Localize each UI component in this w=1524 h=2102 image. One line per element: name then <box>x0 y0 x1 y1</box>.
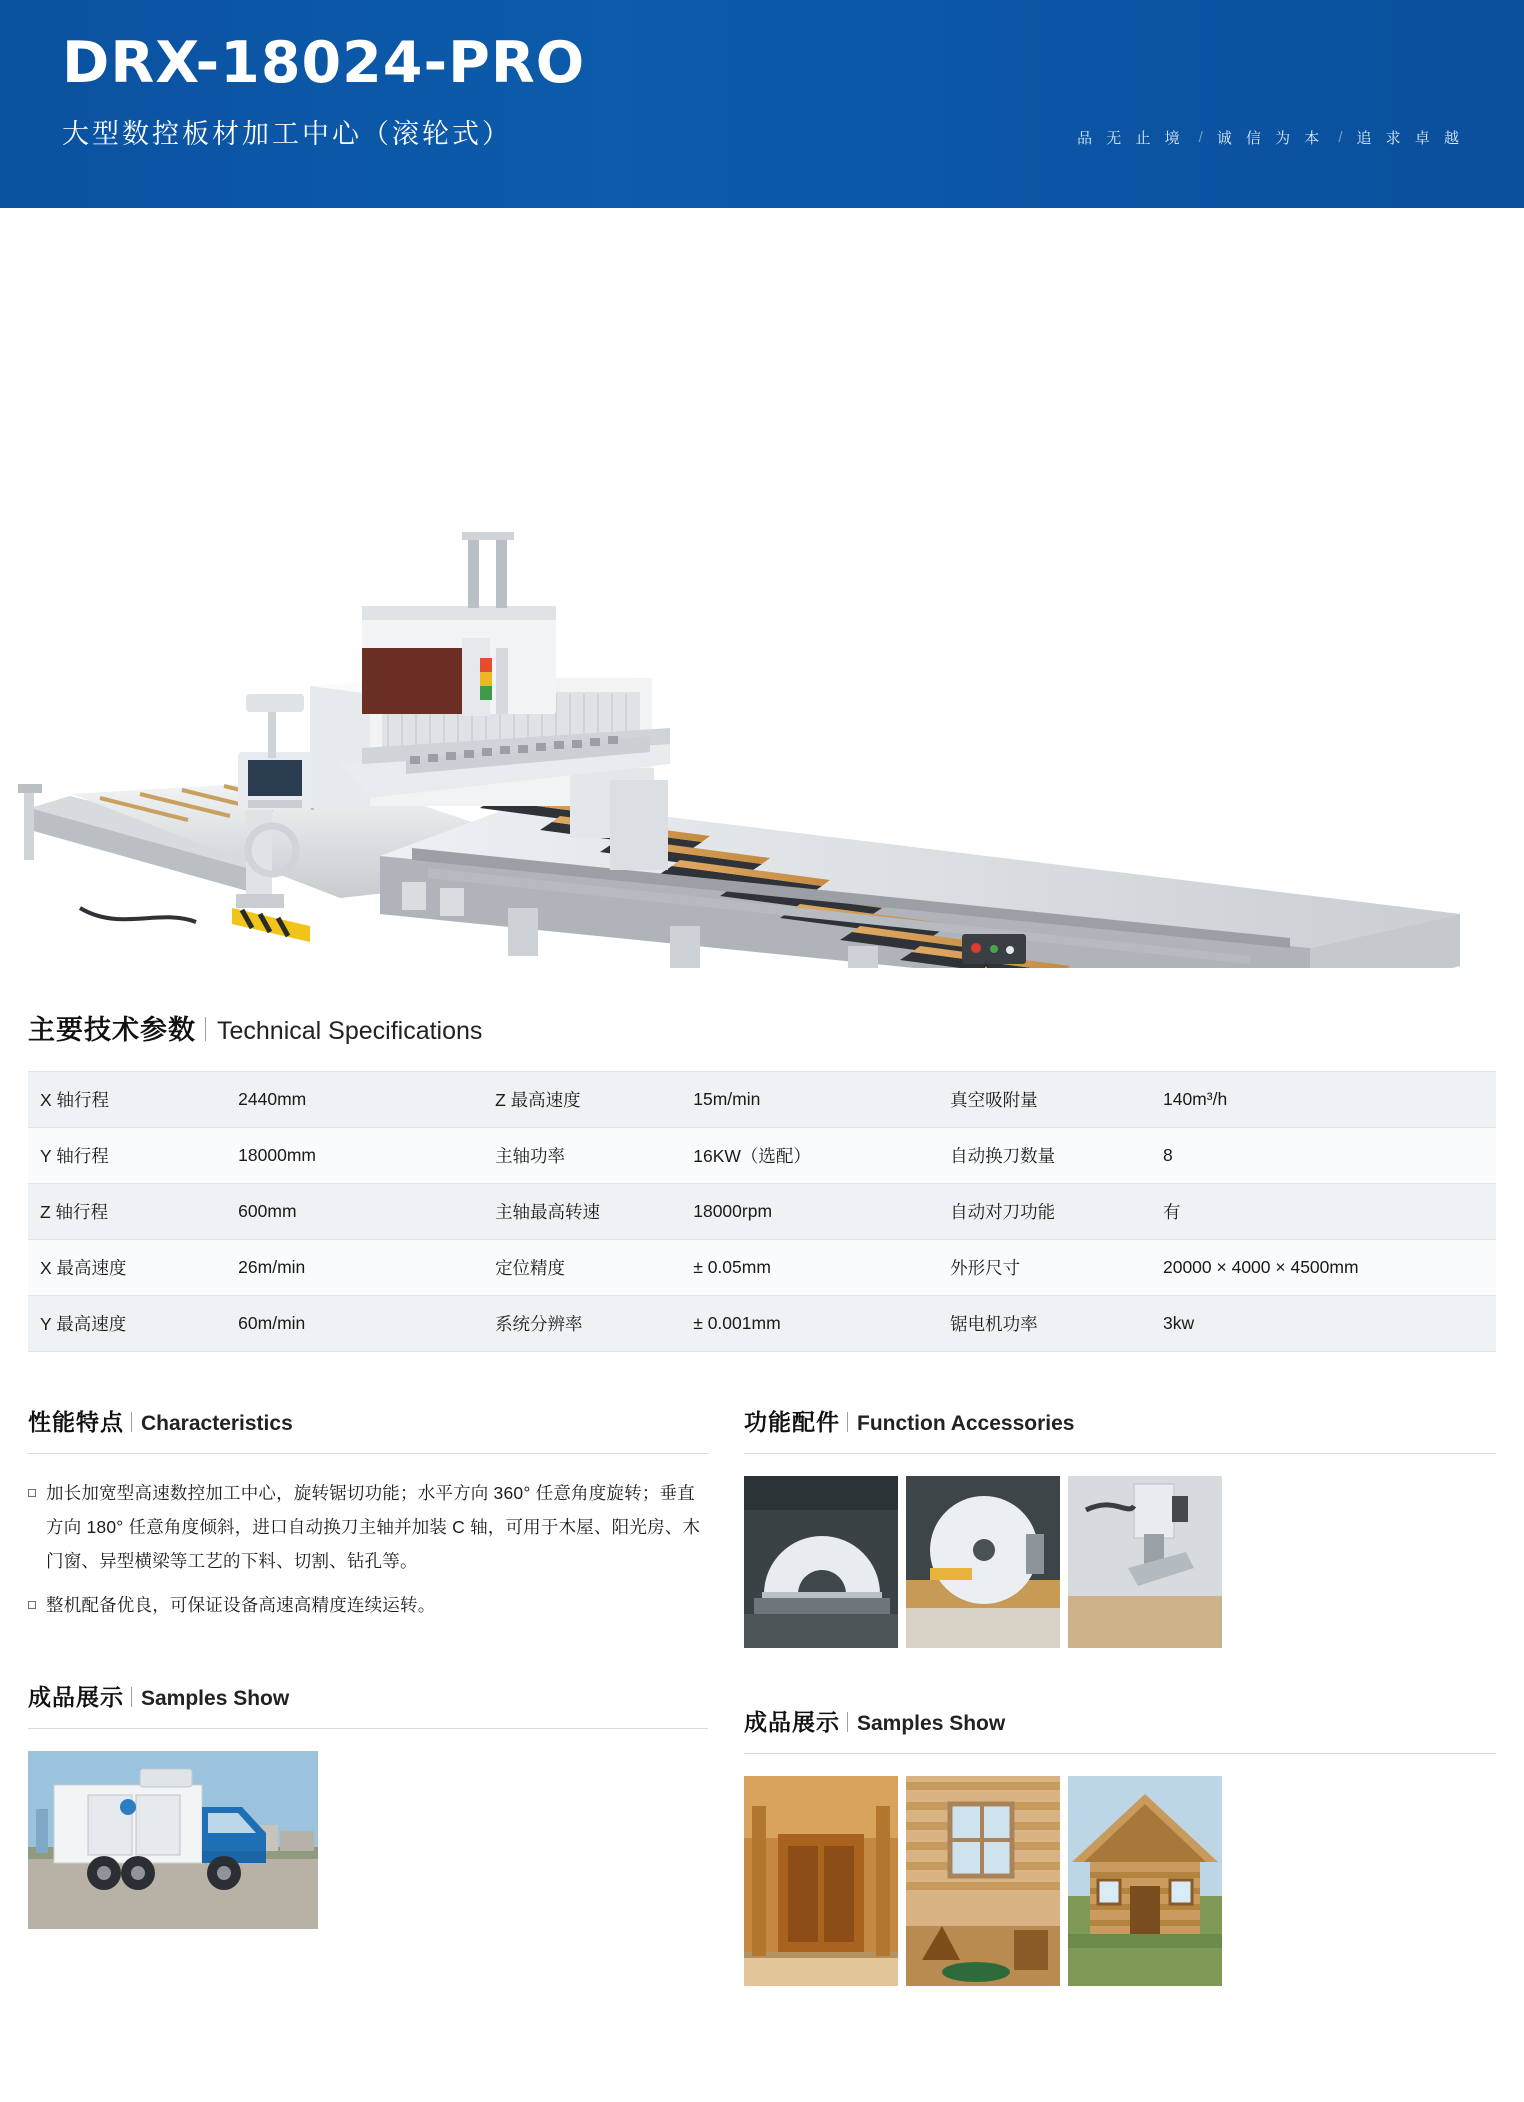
list-item <box>28 1476 708 1578</box>
spec-key: 锯电机功率 <box>938 1296 1151 1352</box>
spec-value: 20000 × 4000 × 4500mm <box>1151 1240 1496 1296</box>
spec-key: Y 轴行程 <box>28 1128 226 1184</box>
samples-left-section <box>28 1679 708 1929</box>
saw-blade-unit-photo <box>744 1476 898 1648</box>
spec-value: 18000rpm <box>681 1184 938 1240</box>
list-item <box>28 1588 708 1622</box>
log-cabin-exterior-illustration <box>1068 1776 1222 1986</box>
spec-key: 自动换刀数量 <box>938 1128 1151 1184</box>
square-bullet-icon <box>28 1489 36 1497</box>
saw-blade-unit-illustration <box>744 1476 898 1648</box>
accessories-and-samples-column <box>744 1404 1496 1986</box>
spec-value: 2440mm <box>226 1072 483 1128</box>
log-cabin-interior-illustration <box>906 1776 1060 1986</box>
spec-value: 140m³/h <box>1151 1072 1496 1128</box>
spec-key: Z 轴行程 <box>28 1184 226 1240</box>
rotating-saw-blade-illustration <box>906 1476 1060 1648</box>
spindle-tool-head-illustration <box>1068 1476 1222 1648</box>
slogan-separator-2: / <box>1338 129 1343 146</box>
spec-key: X 最高速度 <box>28 1240 226 1296</box>
spindle-tool-head-photo <box>1068 1476 1222 1648</box>
refrigerated-truck-body-photo <box>28 1751 318 1929</box>
slogan-text-3: 追 求 卓 越 <box>1356 130 1464 147</box>
samples-left-heading <box>28 1679 708 1722</box>
spec-value: 有 <box>1151 1184 1496 1240</box>
spec-key: 外形尺寸 <box>938 1240 1151 1296</box>
lower-content <box>0 1352 1524 1986</box>
machine-illustration <box>10 208 1514 968</box>
characteristics-column <box>28 1404 708 1986</box>
samples-right-section <box>744 1704 1496 1986</box>
samples-right-heading-en: Samples Show <box>857 1712 1006 1735</box>
page-header <box>0 0 1524 208</box>
wooden-door-illustration <box>744 1776 898 1986</box>
characteristics-list <box>28 1476 708 1623</box>
table-row <box>28 1240 1496 1296</box>
technical-specifications-section <box>0 968 1524 1352</box>
slogan-text-1: 品 无 止 境 <box>1077 130 1185 147</box>
spec-value: 26m/min <box>226 1240 483 1296</box>
spec-value: 60m/min <box>226 1296 483 1352</box>
samples-photo-row <box>744 1776 1496 1986</box>
spec-value: ± 0.05mm <box>681 1240 938 1296</box>
spec-value: 16KW（选配） <box>681 1128 938 1184</box>
wooden-door-entrance-photo <box>744 1776 898 1986</box>
specs-heading-en: Technical Specifications <box>217 1017 483 1045</box>
list-item-text: 整机配备优良，可保证设备高速高精度连续运转。 <box>46 1595 436 1616</box>
spec-value: 15m/min <box>681 1072 938 1128</box>
log-cabin-interior-photo <box>906 1776 1060 1986</box>
specs-table <box>28 1071 1496 1352</box>
spec-key: 自动对刀功能 <box>938 1184 1151 1240</box>
slogan-text-2: 诚 信 为 本 <box>1216 130 1325 147</box>
divider <box>744 1753 1496 1754</box>
square-bullet-icon <box>28 1601 36 1609</box>
spec-key: 系统分辨率 <box>483 1296 681 1352</box>
spec-value: ± 0.001mm <box>681 1296 938 1352</box>
spec-key: 主轴功率 <box>483 1128 681 1184</box>
spec-key: Z 最高速度 <box>483 1072 681 1128</box>
slogan-separator-1: / <box>1198 129 1203 146</box>
page-subtitle: 大型数控板材加工中心（滚轮式） <box>62 118 512 149</box>
characteristics-heading-en: Characteristics <box>141 1412 293 1435</box>
spec-value: 600mm <box>226 1184 483 1240</box>
heading-divider <box>131 1687 132 1707</box>
accessories-heading <box>744 1404 1496 1447</box>
table-row <box>28 1184 1496 1240</box>
specs-heading <box>28 1008 1496 1057</box>
table-row <box>28 1128 1496 1184</box>
spec-key: X 轴行程 <box>28 1072 226 1128</box>
divider <box>744 1453 1496 1454</box>
samples-right-heading-cn: 成品展示 <box>744 1709 840 1735</box>
spec-key: 定位精度 <box>483 1240 681 1296</box>
list-item-text: 加长加宽型高速数控加工中心，旋转锯切功能；水平方向 360° 任意角度旋转；垂直方向 180° 任意角度倾斜，进口自动换刀主轴并加装 C 轴，可用于木屋、阳光房、木门窗、异型横梁等工艺的下料、切割、钻孔等。 <box>46 1483 701 1572</box>
truck-illustration <box>28 1751 318 1929</box>
heading-divider <box>205 1017 206 1041</box>
page-title: DRX-18024-PRO <box>62 30 586 96</box>
spec-key: Y 最高速度 <box>28 1296 226 1352</box>
header-slogan <box>1077 127 1464 148</box>
log-cabin-exterior-photo <box>1068 1776 1222 1986</box>
divider <box>28 1728 708 1729</box>
samples-right-heading <box>744 1704 1496 1747</box>
spec-value: 8 <box>1151 1128 1496 1184</box>
characteristics-heading-cn: 性能特点 <box>28 1409 124 1435</box>
heading-divider <box>847 1712 848 1732</box>
table-row <box>28 1296 1496 1352</box>
spec-key: 主轴最高转速 <box>483 1184 681 1240</box>
accessories-heading-en: Function Accessories <box>857 1412 1075 1435</box>
heading-divider <box>131 1412 132 1432</box>
spec-value: 18000mm <box>226 1128 483 1184</box>
specs-heading-cn: 主要技术参数 <box>28 1015 196 1045</box>
accessories-heading-cn: 功能配件 <box>744 1409 840 1435</box>
samples-left-heading-en: Samples Show <box>141 1686 290 1710</box>
rotating-saw-blade-photo <box>906 1476 1060 1648</box>
accessories-photo-row <box>744 1476 1496 1648</box>
product-hero-image <box>10 208 1514 968</box>
samples-left-heading-cn: 成品展示 <box>28 1683 124 1710</box>
spec-key: 真空吸附量 <box>938 1072 1151 1128</box>
table-row <box>28 1072 1496 1128</box>
heading-divider <box>847 1412 848 1432</box>
characteristics-heading <box>28 1404 708 1447</box>
divider <box>28 1453 708 1454</box>
spec-value: 3kw <box>1151 1296 1496 1352</box>
